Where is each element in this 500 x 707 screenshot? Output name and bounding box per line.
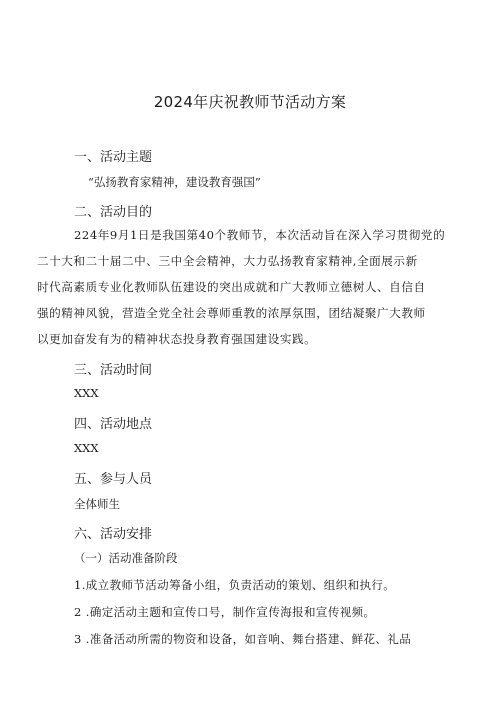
document-title: 2024年庆祝教师节活动方案 xyxy=(153,93,347,111)
time-text: XXX xyxy=(74,386,99,400)
section-heading-theme: 一、活动主题 xyxy=(74,150,153,165)
schedule-item: 2 .确定活动主题和宣传口号，制作宣传海报和宣传视频。 xyxy=(74,605,376,619)
paragraph-line: 以更加奋发有为的精神状态投身教育强国建设实践。 xyxy=(37,332,317,346)
paragraph-line: 224年9月1日是我国第40个教师节，本次活动旨在深入学习贯彻党的 xyxy=(74,228,446,242)
section-heading-location: 四、活动地点 xyxy=(74,417,153,432)
purpose-paragraph xyxy=(37,225,465,355)
theme-text: “弘扬教育家精神，建设教育强国” xyxy=(88,175,261,189)
participants-text: 全体师生 xyxy=(74,497,120,511)
paragraph-line: 时代高素质专业化教师队伍建设的突出成就和广大教师立德树人、自信自 xyxy=(37,280,426,294)
section-heading-time: 三、活动时间 xyxy=(74,363,153,378)
paragraph-line: 二十大和二十届二中、三中全会精神，大力弘扬教育家精神,全面展示新 xyxy=(37,254,418,268)
schedule-subheading: （一）活动准备阶段 xyxy=(74,551,178,565)
section-heading-participants: 五、参与人员 xyxy=(74,472,153,487)
section-heading-purpose: 二、活动目的 xyxy=(74,205,153,220)
section-heading-schedule: 六、活动安排 xyxy=(74,527,153,542)
location-text: XXX xyxy=(74,441,99,455)
paragraph-line: 强的精神风貌，营造全党全社会尊师重教的浓厚氛围，团结凝聚广大教师 xyxy=(37,306,426,320)
schedule-item: 1.成立教师节活动筹备小组，负责活动的策划、组织和执行。 xyxy=(74,578,396,592)
schedule-item: 3 .准备活动所需的物资和设备，如音响、舞台搭建、鲜花、礼品 xyxy=(74,632,412,646)
